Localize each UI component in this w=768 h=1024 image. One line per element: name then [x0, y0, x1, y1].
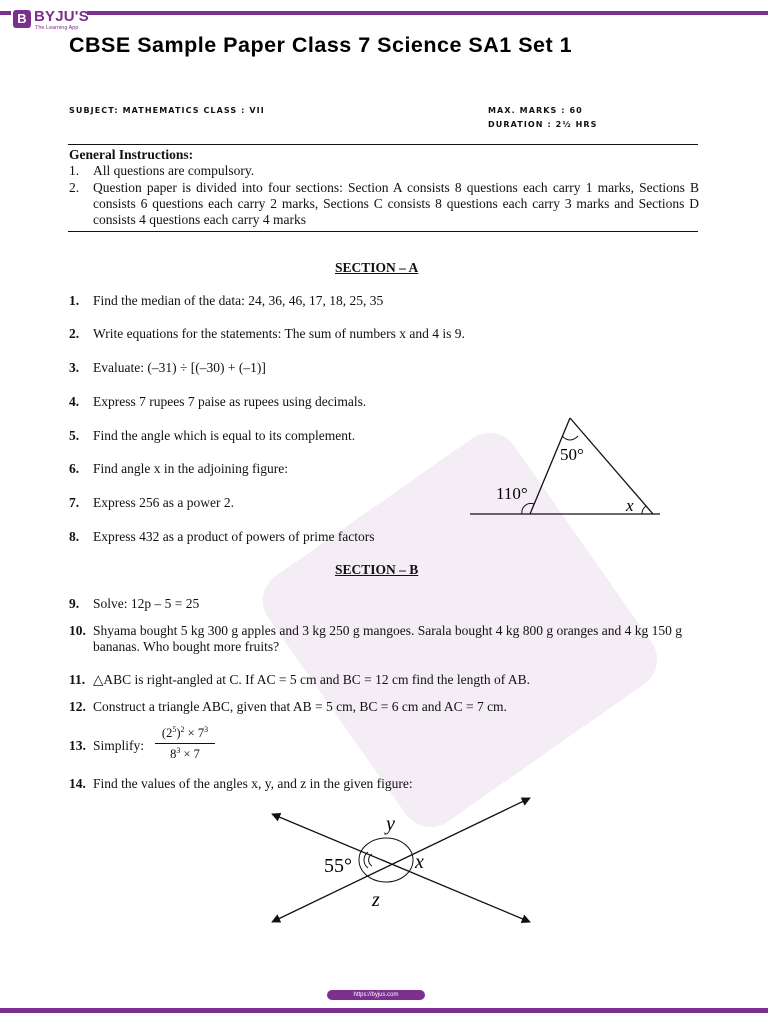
triangle-figure	[460, 408, 670, 520]
question-item	[69, 596, 199, 612]
intersecting-lines-figure	[262, 792, 542, 932]
question-number: 2.	[69, 326, 80, 341]
num-times: × 7	[184, 726, 205, 741]
subject-line: SUBJECT: MATHEMATICS CLASS : VII	[69, 106, 265, 115]
label-x: x	[415, 851, 424, 873]
logo-wordmark: BYJU'S	[34, 8, 89, 25]
question-text: △ABC is right-angled at C. If AC = 5 cm and BC = 12 cm find the length of AB.	[93, 672, 530, 687]
question-number: 11.	[69, 672, 86, 687]
section-a-heading: SECTION – A	[335, 260, 419, 275]
instruction-text: All questions are compulsory.	[93, 163, 255, 178]
num-base: (2	[161, 726, 173, 741]
label-x: x	[626, 496, 634, 515]
instruction-text: Question paper is divided into four sections: Section A consists 8 questions each carry 1 marks, Sections B consists 6 questions each carry 2 marks, Sections C consists 8 questions each carry 3 marks and Sections D consists 4 questions each carry 4 marks	[93, 180, 699, 227]
instruction-item	[69, 163, 699, 179]
question-number: 12.	[69, 699, 86, 714]
question-item	[69, 461, 288, 477]
logo-mark: B	[13, 10, 31, 28]
divider-top	[68, 144, 698, 145]
question-number: 5.	[69, 428, 80, 443]
question-number: 13.	[69, 738, 86, 753]
question-number: 7.	[69, 495, 80, 510]
question-item	[69, 623, 689, 655]
question-number: 9.	[69, 596, 80, 611]
max-marks: MAX. MARKS : 60	[488, 106, 583, 115]
question-item	[69, 495, 234, 511]
question-text: Simplify:	[93, 738, 145, 753]
den-times: × 7	[180, 747, 200, 762]
question-number: 10.	[69, 623, 86, 638]
question-item	[69, 529, 375, 545]
question-text: Express 432 as a product of powers of prime factors	[93, 529, 375, 544]
instructions-heading: General Instructions:	[69, 147, 194, 162]
question-number: 14.	[69, 776, 86, 791]
question-number: 6.	[69, 461, 80, 476]
bottom-brand-bar	[0, 1008, 768, 1013]
byjus-logo	[11, 7, 87, 35]
question-text: Construct a triangle ABC, given that AB = 5 cm, BC = 6 cm and AC = 7 cm.	[93, 699, 507, 714]
question-item	[69, 360, 266, 376]
question-text: Find angle x in the adjoining figure:	[93, 461, 288, 476]
question-item	[69, 672, 530, 688]
fraction-numerator	[155, 725, 215, 744]
instruction-num: 2.	[69, 180, 80, 195]
divider-bottom	[68, 231, 698, 232]
question-item	[69, 738, 144, 754]
fraction-denominator	[155, 744, 215, 762]
num-exp3: 3	[204, 725, 209, 734]
question-text: Find the values of the angles x, y, and z in the given figure:	[93, 776, 413, 791]
label-y: y	[386, 813, 395, 835]
question-text: Evaluate: (–31) ÷ [(–30) + (–1)]	[93, 360, 266, 375]
question-item	[69, 394, 366, 410]
question-item	[69, 326, 465, 342]
instruction-num: 1.	[69, 163, 80, 178]
question-text: Shyama bought 5 kg 300 g apples and 3 kg 250 g mangoes. Sarala bought 4 kg 800 g oranges and 4 kg 150 g bananas. Who bought more fruits?	[93, 623, 683, 654]
den-exp: 3	[176, 746, 181, 756]
question-item	[69, 699, 507, 715]
question-number: 8.	[69, 529, 80, 544]
question-item	[69, 293, 383, 309]
logo-tagline: The Learning App	[35, 25, 79, 31]
num-mid: )	[176, 726, 181, 741]
question-text: Find the median of the data: 24, 36, 46, 17, 18, 25, 35	[93, 293, 384, 308]
question-item	[69, 428, 355, 444]
num-exp1: 5	[172, 725, 177, 734]
question-number: 1.	[69, 293, 80, 308]
footer-url[interactable]: https://byjus.com	[327, 990, 425, 1000]
question-text: Find the angle which is equal to its complement.	[93, 428, 356, 443]
question-number: 4.	[69, 394, 80, 409]
section-b-heading: SECTION – B	[335, 562, 419, 577]
label-z: z	[372, 889, 380, 911]
question-text: Solve: 12p – 5 = 25	[93, 596, 200, 611]
instruction-item	[69, 180, 699, 230]
top-brand-bar	[0, 11, 768, 15]
den-base: 8	[170, 747, 177, 762]
num-exp2: 2	[180, 725, 185, 734]
question-number: 3.	[69, 360, 80, 375]
question-text: Write equations for the statements: The sum of numbers x and 4 is 9.	[93, 326, 465, 341]
simplify-fraction	[155, 725, 215, 762]
page-title: CBSE Sample Paper Class 7 Science SA1 Set 1	[69, 33, 573, 57]
duration: DURATION : 2½ HRS	[488, 120, 598, 129]
label-110: 110°	[496, 484, 528, 503]
question-item	[69, 776, 413, 792]
label-50: 50°	[560, 445, 584, 464]
question-text: Express 7 rupees 7 paise as rupees using decimals.	[93, 394, 367, 409]
label-55: 55°	[324, 855, 352, 877]
question-text: Express 256 as a power 2.	[93, 495, 234, 510]
